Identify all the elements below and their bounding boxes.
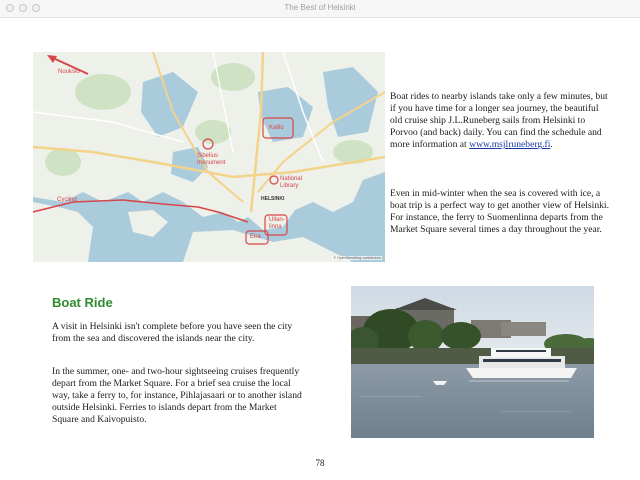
book-page [0,18,640,480]
map-label-sibelius-monument: Sibelius monument [197,153,226,166]
cruises-paragraph: In the summer, one- and two-hour sightseeing cruises frequently depart from the Market Square. For a brief sea cruise the local way, take a ferry to, for instance, Pihlajasaari or to another island outside Helsinki. Ferries to islands depart from the Market Square and Kaivopuisto. [52,366,302,426]
map-label-kallio: Kallio [269,125,284,131]
window-title: The Best of Helsinki [284,3,356,12]
runeberg-link[interactable]: www.msjlruneberg.fi [469,139,551,151]
helsinki-map [33,52,385,262]
map-label-national-library: National Library [280,176,303,189]
cruise-paragraph-end: . [550,139,553,151]
ferry-photo-graphic [351,286,594,438]
map-credit: © OpenStreetMap contributors [333,256,381,260]
winter-paragraph: Even in mid-winter when the sea is covered with ice, a boat trip is a perfect way to get another view of Helsinki. For instance, the ferry to Suomenlinna departs from the Market Square several times a day throughout the year. [390,188,609,236]
cruise-paragraph [390,91,612,151]
ferry-photo [351,286,594,438]
intro-paragraph: A visit in Helsinki isn't complete before you have seen the city from the sea and discovered the islands near the city. [52,321,293,345]
map-label-ullanlinna: Ullan-linna [269,217,285,230]
map-label-cycling: Cycling [57,197,77,203]
page-number: 78 [315,458,325,468]
section-heading: Boat Ride [52,295,113,310]
map-label-helsinki: HELSINKI [261,196,285,202]
window-titlebar [0,0,640,18]
map-label-eira: Eira [250,234,261,240]
map-label-nuuksio: Nuuksio [58,69,80,75]
cruise-paragraph-text: Boat rides to nearby islands take only a few minutes, but if you have time for a longer sea journey, the beautiful old cruise ship J.L.Runeberg sails from Helsinki to Porvoo (and back) daily. You can find the schedule and more information at [390,91,608,151]
